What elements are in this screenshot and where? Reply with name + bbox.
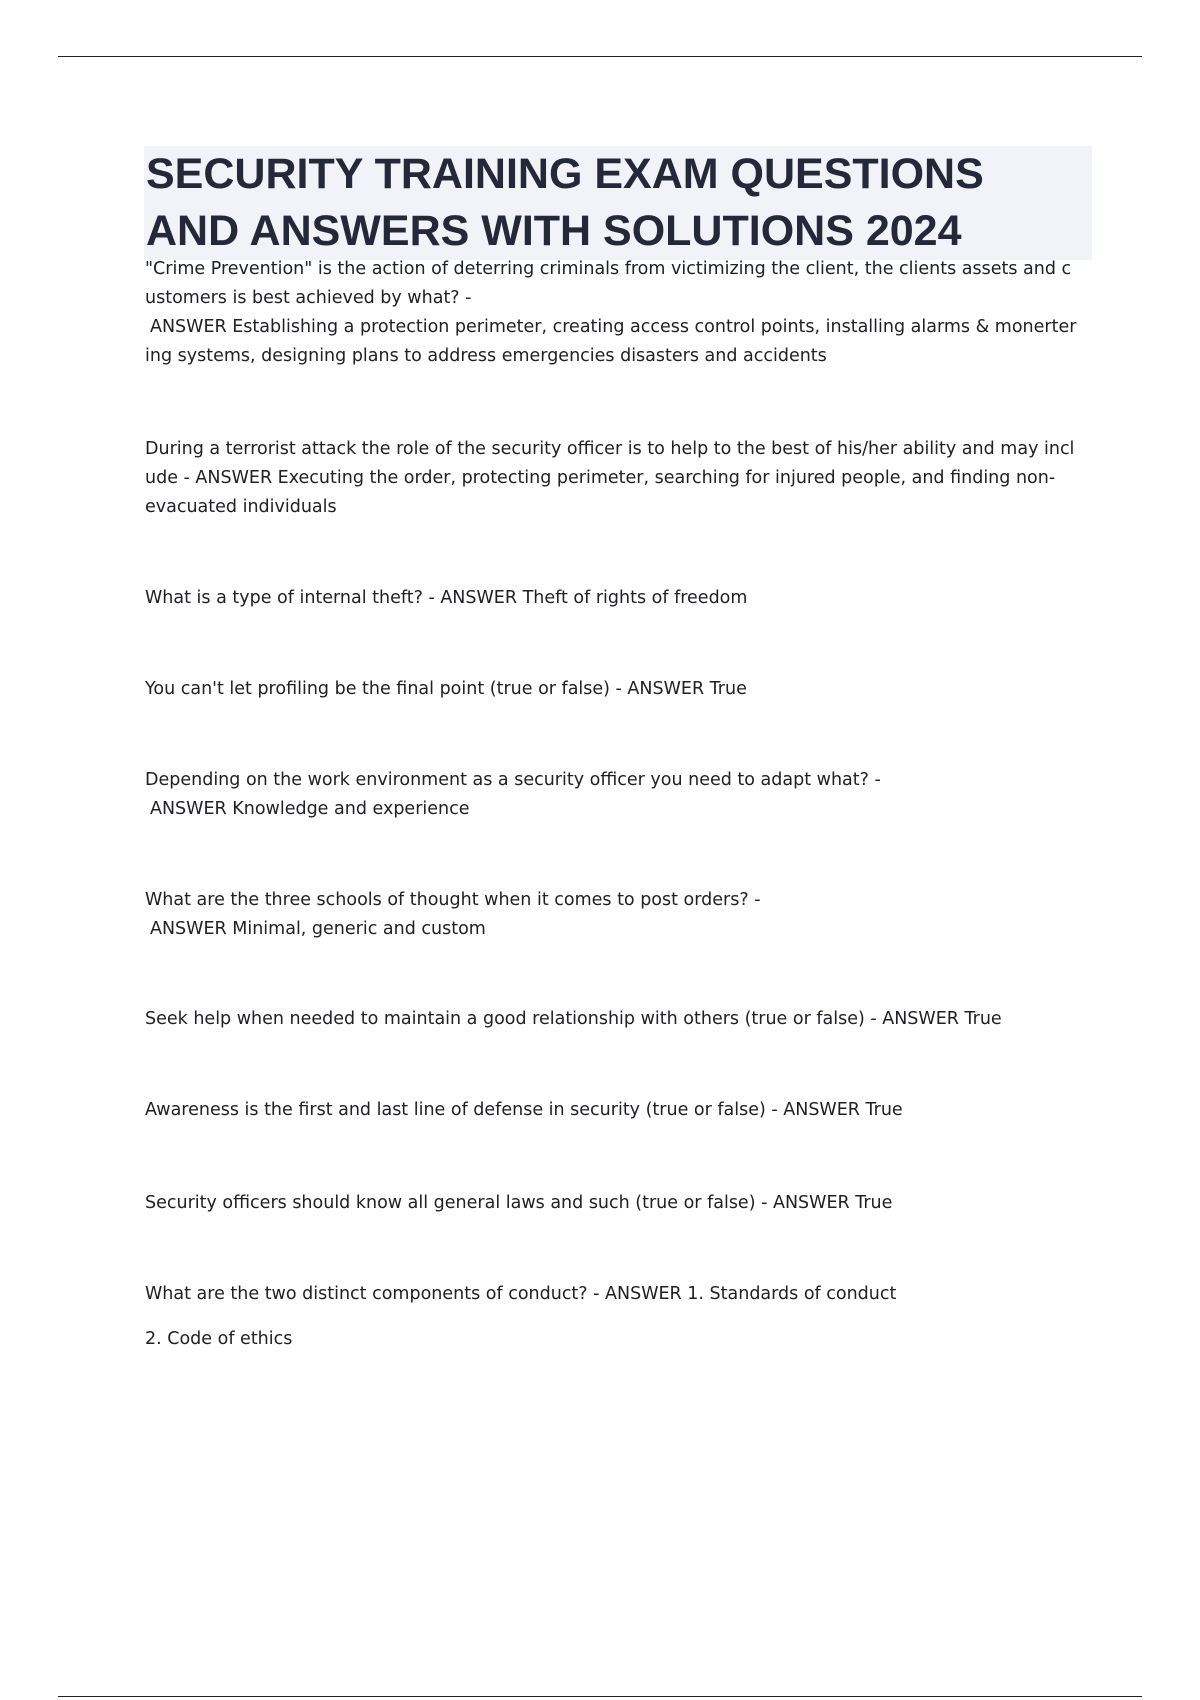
qa-item-seek-help — [145, 1005, 1095, 1034]
question-text: What is a type of internal theft? - ANSWER Theft of rights of freedom — [145, 588, 748, 608]
question-text: Awareness is the first and last line of defense in security (true or false) - ANSWER True — [145, 1100, 903, 1120]
question-text: What are the two distinct components of conduct? - ANSWER 1. Standards of conduct — [145, 1284, 897, 1304]
document-title — [144, 146, 1092, 260]
qa-item-post-orders — [145, 886, 1095, 944]
title-line-2: AND ANSWERS WITH SOLUTIONS 2024 — [146, 207, 962, 255]
qa-item-conduct-components — [145, 1280, 1095, 1354]
answer-text: ude - ANSWER Executing the order, protecting perimeter, searching for injured people, and finding non- — [145, 468, 1056, 488]
question-text: ustomers is best achieved by what? - — [145, 288, 472, 308]
qa-item-internal-theft — [145, 584, 1095, 613]
bottom-rule — [58, 1696, 1142, 1697]
question-text: Security officers should know all general laws and such (true or false) - ANSWER True — [145, 1193, 893, 1213]
answer-text: ANSWER Establishing a protection perimeter, creating access control points, installing alarms & monerter — [150, 317, 1077, 337]
answer-text: ANSWER Minimal, generic and custom — [150, 919, 486, 939]
answer-text: 2. Code of ethics — [145, 1329, 293, 1349]
qa-item-terrorist-attack — [145, 435, 1095, 522]
question-text: During a terrorist attack the role of the security officer is to help to the best of his/her ability and may incl — [145, 439, 1075, 459]
answer-text: ing systems, designing plans to address emergencies disasters and accidents — [145, 346, 827, 366]
qa-item-awareness — [145, 1096, 1095, 1125]
question-text: Seek help when needed to maintain a good relationship with others (true or false) - ANSWER True — [145, 1009, 1002, 1029]
answer-text: evacuated individuals — [145, 497, 337, 517]
question-text: You can't let profiling be the final point (true or false) - ANSWER True — [145, 679, 747, 699]
question-text: Depending on the work environment as a security officer you need to adapt what? - — [145, 770, 881, 790]
answer-text: ANSWER Knowledge and experience — [150, 799, 470, 819]
qa-item-profiling — [145, 675, 1095, 704]
question-text: "Crime Prevention" is the action of deterring criminals from victimizing the client, the clients assets and c — [145, 259, 1072, 279]
qa-item-general-laws — [145, 1189, 1095, 1218]
qa-item-crime-prevention — [145, 255, 1095, 371]
top-rule — [58, 56, 1142, 57]
title-line-1: SECURITY TRAINING EXAM QUESTIONS — [146, 150, 984, 198]
qa-item-work-environment — [145, 766, 1095, 824]
question-text: What are the three schools of thought when it comes to post orders? - — [145, 890, 761, 910]
